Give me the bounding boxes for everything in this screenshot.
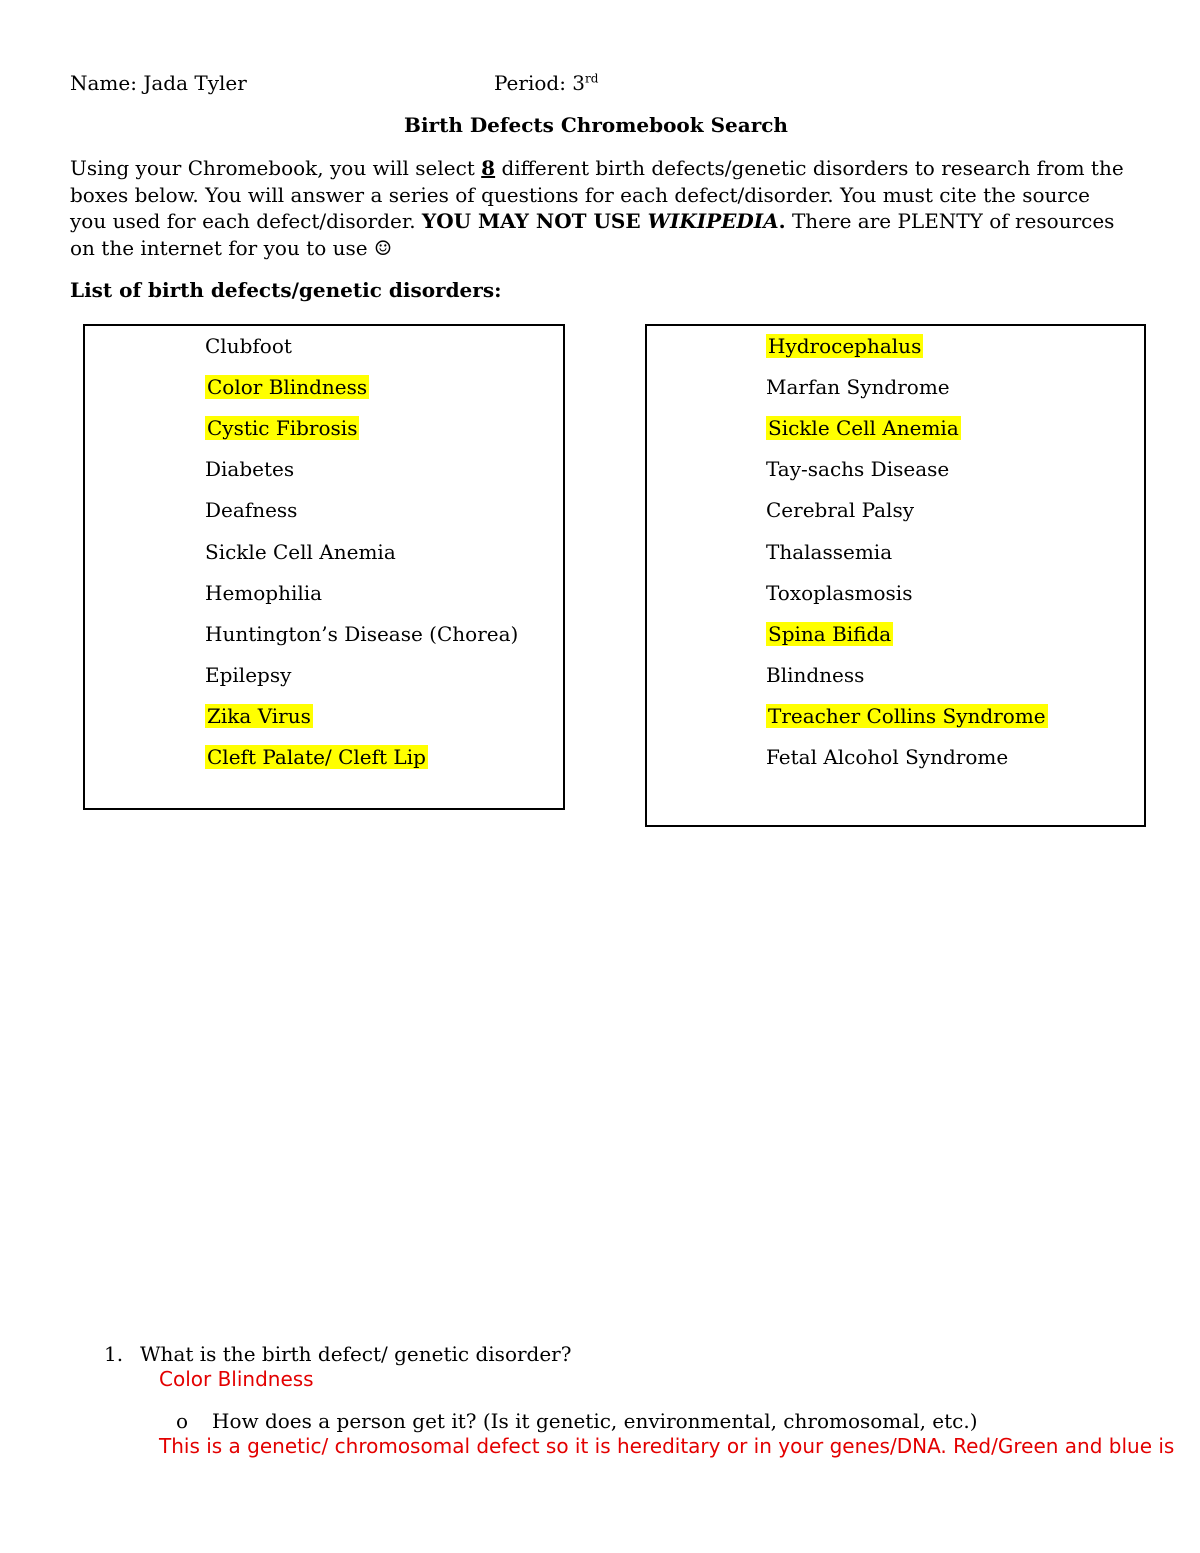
left-item bbox=[205, 703, 313, 729]
right-item-label: Toxoplasmosis bbox=[766, 580, 913, 605]
left-item-label: Zika Virus bbox=[207, 703, 311, 728]
left-item bbox=[205, 333, 292, 359]
right-item bbox=[766, 580, 912, 606]
right-item-label: Treacher Collins Syndrome bbox=[768, 703, 1046, 728]
student-name: Jada Tyler bbox=[143, 71, 247, 95]
left-item bbox=[205, 415, 359, 441]
right-item bbox=[766, 539, 892, 565]
left-item bbox=[205, 662, 291, 688]
right-item bbox=[766, 333, 923, 359]
intro-part3: There are PLENTY of resources on the internet for you to use bbox=[70, 209, 1115, 260]
question-1-number: 1. bbox=[104, 1342, 124, 1366]
left-item-label: Cleft Palate/ Cleft Lip bbox=[207, 745, 426, 769]
left-item-label: Hemophilia bbox=[205, 580, 323, 605]
intro-warning-italic: WIKIPEDIA bbox=[647, 209, 779, 233]
left-item-label: Clubfoot bbox=[205, 334, 292, 358]
left-item-label: Epilepsy bbox=[205, 662, 292, 687]
intro-part2: different birth defects/genetic disorders to research from the boxes below. You will answer a series of questions for each defect/disorder. You must cite the source you used for each defect/disorder. bbox=[70, 156, 1124, 233]
question-1-sub-answer: This is a genetic/ chromosomal defect so it is hereditary or in your genes/DNA. Red/Green and blue is bbox=[159, 1434, 1175, 1458]
right-item-label: Tay-sachs Disease bbox=[766, 457, 950, 482]
right-item bbox=[766, 621, 893, 647]
left-item-label: Diabetes bbox=[205, 457, 295, 482]
intro-paragraph bbox=[70, 155, 1130, 261]
right-item-label: Marfan Syndrome bbox=[766, 375, 950, 400]
period-suffix: rd bbox=[585, 71, 599, 86]
name-label: Name: bbox=[70, 71, 137, 95]
list-heading: List of birth defects/genetic disorders: bbox=[70, 278, 502, 302]
right-item bbox=[766, 415, 961, 441]
left-item bbox=[205, 621, 518, 647]
period-value: 3 bbox=[572, 71, 586, 95]
page-title: Birth Defects Chromebook Search bbox=[404, 113, 788, 137]
left-item-label: Huntington’s Disease (Chorea) bbox=[205, 621, 519, 646]
right-item-label: Spina Bifida bbox=[768, 621, 892, 646]
right-item-label: Cerebral Palsy bbox=[766, 498, 915, 523]
left-item-label: Deafness bbox=[205, 498, 298, 523]
period-label: Period: bbox=[494, 71, 566, 95]
left-item bbox=[205, 497, 297, 523]
smiley-icon: ☺ bbox=[373, 235, 392, 260]
right-item-label: Fetal Alcohol Syndrome bbox=[766, 745, 1009, 769]
intro-warning: YOU MAY NOT USE WIKIPEDIA. bbox=[421, 209, 786, 233]
left-disorder-box bbox=[83, 324, 565, 810]
right-item-label: Blindness bbox=[766, 662, 865, 687]
right-item-label: Sickle Cell Anemia bbox=[768, 416, 959, 441]
right-item bbox=[766, 456, 949, 482]
right-item bbox=[766, 662, 864, 688]
intro-part1: Using your Chromebook, you will select bbox=[70, 156, 482, 180]
right-item-label: Hydrocephalus bbox=[768, 334, 922, 358]
right-item bbox=[766, 374, 950, 400]
right-item bbox=[766, 497, 914, 523]
left-item-label: Cystic Fibrosis bbox=[207, 416, 358, 441]
question-1-answer: Color Blindness bbox=[159, 1367, 314, 1391]
right-disorder-box bbox=[645, 324, 1146, 827]
left-item-label: Color Blindness bbox=[207, 375, 368, 400]
name-line bbox=[70, 70, 247, 96]
right-item-label: Thalassemia bbox=[766, 539, 893, 564]
period-line bbox=[494, 70, 598, 96]
left-item bbox=[205, 539, 396, 565]
question-1-text: What is the birth defect/ genetic disorder? bbox=[140, 1342, 572, 1366]
intro-count: 8 bbox=[481, 156, 496, 180]
right-item bbox=[766, 744, 1008, 770]
left-item-label: Sickle Cell Anemia bbox=[205, 539, 396, 564]
left-item bbox=[205, 374, 369, 400]
left-item bbox=[205, 456, 294, 482]
left-item bbox=[205, 744, 428, 770]
question-1-sub-text: How does a person get it? (Is it genetic, environmental, chromosomal, etc.) bbox=[212, 1409, 978, 1433]
left-item bbox=[205, 580, 322, 606]
right-item bbox=[766, 703, 1048, 729]
sub-bullet-icon: o bbox=[176, 1409, 189, 1433]
